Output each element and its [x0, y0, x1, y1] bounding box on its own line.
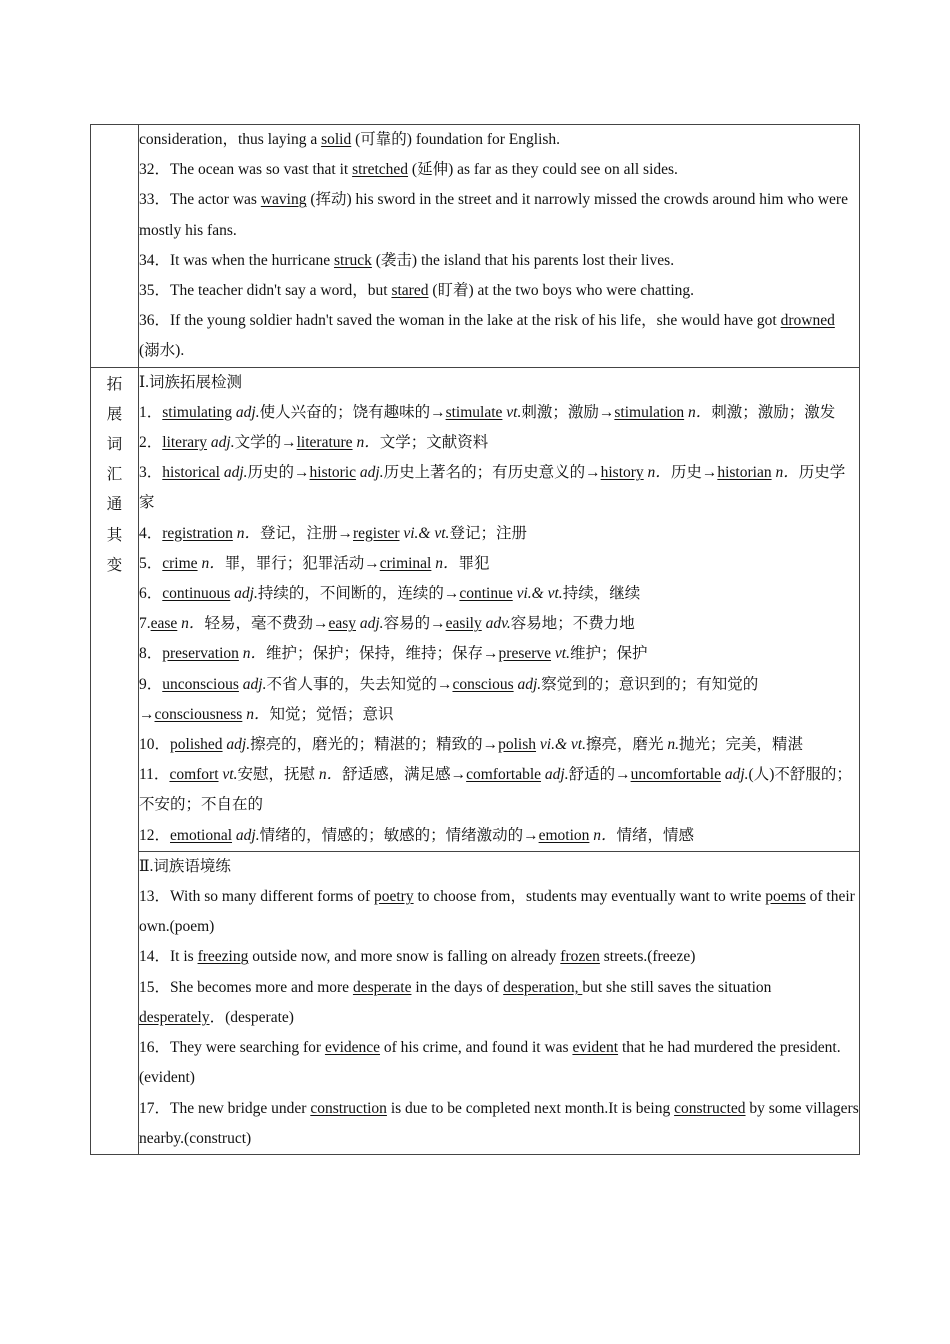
side-label-cell: [91, 367, 139, 1154]
answer-word: easily: [445, 615, 482, 633]
table-row-part2: [91, 851, 860, 1154]
answer-word: preservation: [162, 645, 239, 663]
text: that he had murdered the president.(evident): [139, 1039, 841, 1087]
part-of-speech: adj.: [356, 464, 384, 482]
text: (挥动) his sword in the street and it narrowly missed the crowds around him who were mostly his fans.: [139, 191, 848, 239]
answer-word: ease: [150, 615, 178, 633]
text: 历史→: [670, 464, 718, 482]
side-label-char: 展: [106, 405, 123, 423]
text: in the days of: [411, 978, 504, 996]
answer-word: drowned: [780, 312, 835, 330]
text: 36．If the young soldier hadn't saved the woman in the lake at the risk of his life，she would have got: [139, 312, 781, 330]
text: 7.: [139, 615, 151, 633]
list-item: [139, 760, 859, 820]
part-of-speech: vt.: [502, 403, 522, 421]
text: 情绪，情感: [616, 826, 695, 844]
text: 持续，继续: [562, 585, 641, 603]
answer-word: literature: [296, 434, 353, 452]
part-of-speech: n．: [589, 826, 617, 844]
text: 舒适感，满足感→: [342, 766, 467, 784]
answer-word: stretched: [352, 161, 409, 179]
side-label-char: 词: [106, 436, 123, 454]
answer-word: continuous: [162, 585, 231, 603]
list-item: [139, 155, 859, 185]
answer-word: construction: [310, 1099, 387, 1117]
part-of-speech: n．: [318, 766, 343, 784]
text: 刺激；激励；激发: [711, 403, 836, 421]
list-item: [139, 639, 859, 669]
part-of-speech: n．: [352, 434, 380, 452]
list-item: [139, 882, 859, 942]
list-item: [139, 549, 859, 579]
list-item: [139, 579, 859, 609]
answer-word: comfortable: [466, 766, 542, 784]
part-of-speech: vi.& vt.: [536, 736, 586, 754]
text: of their own.(poem): [139, 888, 855, 936]
answer-word: stimulate: [445, 403, 503, 421]
list-item: [139, 276, 859, 306]
text: 34．It was when the hurricane: [139, 251, 334, 269]
text: 维护；保护；保持，维持；保存→: [266, 645, 499, 663]
text: to choose from，students may eventually want to write: [413, 888, 766, 906]
side-cell-empty: [91, 125, 139, 368]
part-of-speech: vi.& vt.: [399, 524, 450, 542]
text: 擦亮的，磨光的；精湛的；精致的→: [250, 736, 499, 754]
side-label-char: 变: [106, 556, 123, 574]
part-of-speech: n．: [771, 464, 799, 482]
text: but she still saves the situation: [582, 978, 772, 996]
list-item: [139, 670, 859, 730]
answer-word: desperate: [352, 978, 412, 996]
answer-word: evident: [572, 1039, 619, 1057]
answer-word: stared: [391, 282, 429, 300]
answer-word: emotion: [538, 826, 590, 844]
text: 文学；文献资料: [379, 434, 489, 452]
list-item: [139, 730, 859, 760]
text: 3．: [139, 464, 163, 482]
answer-word: emotional: [170, 826, 233, 844]
part-of-speech: n．: [197, 554, 225, 572]
part-of-speech: n．: [684, 403, 712, 421]
text: 知觉；觉悟；意识: [269, 705, 394, 723]
part-of-speech: n．: [232, 524, 260, 542]
text: 17．The new bridge under: [139, 1099, 311, 1117]
list-item: [139, 609, 859, 639]
text: 持续的，不间断的，连续的→: [257, 585, 460, 603]
section-heading: Ⅱ.词族语境练: [139, 857, 231, 875]
answer-word: struck: [333, 251, 372, 269]
side-label-char: 拓: [106, 375, 123, 393]
answer-word: solid: [321, 131, 352, 148]
vocabulary-table: [90, 124, 860, 1155]
list-item: [139, 458, 859, 518]
text: 14．It is: [139, 948, 198, 966]
part-of-speech: n．: [177, 615, 205, 633]
text: 使人兴奋的；饶有趣味的→: [259, 403, 446, 421]
answer-word: poems: [765, 888, 806, 906]
answer-word: stimulating: [162, 403, 233, 421]
part-of-speech: vt.: [551, 645, 570, 663]
text: (延伸) as far as they could see on all sides.: [408, 161, 678, 179]
list-item: [139, 398, 859, 428]
text: 舒适的→: [568, 766, 631, 784]
text: outside now, and more snow is falling on already: [248, 948, 561, 966]
part-of-speech: n．: [431, 554, 459, 572]
answer-word: constructed: [674, 1099, 746, 1117]
part-of-speech: adj.: [541, 766, 569, 784]
part-of-speech: vi.& vt.: [512, 585, 563, 603]
text: 9．: [139, 675, 163, 693]
text: 12．: [139, 826, 171, 844]
text: 安慰，抚慰: [237, 766, 319, 784]
text: 历史的→: [247, 464, 310, 482]
text: 13．With so many different forms of: [139, 888, 374, 906]
text: 15．She becomes more and more: [139, 978, 353, 996]
part-of-speech: adj.: [222, 736, 251, 754]
text: (盯着) at the two boys who were chatting.: [428, 282, 695, 300]
section-heading: Ⅰ.词族拓展检测: [139, 373, 242, 391]
answer-word: comfort: [169, 766, 219, 784]
answer-word: polished: [170, 736, 223, 754]
text: 4．: [139, 524, 163, 542]
text: 罪犯: [458, 554, 490, 572]
answer-word: crime: [162, 554, 198, 572]
text: 6．: [139, 585, 163, 603]
text: 16．They were searching for: [139, 1039, 325, 1057]
text: 33．The actor was: [139, 191, 261, 209]
table-row-part1: [91, 367, 860, 851]
list-item: [139, 125, 859, 155]
table-row-top: [91, 125, 860, 368]
text: streets.(freeze): [599, 948, 696, 966]
answer-word: poetry: [374, 888, 414, 906]
side-label-char: 通: [106, 496, 123, 514]
answer-word: desperation,: [503, 978, 583, 996]
part-of-speech: adj.: [513, 675, 542, 693]
answer-word: preserve: [498, 645, 552, 663]
answer-word: conscious: [452, 675, 514, 693]
text: 历史上著名的；有历史意义的→: [383, 464, 601, 482]
text: 1．: [139, 403, 163, 421]
text: consideration，thus laying a: [139, 131, 322, 148]
text: is due to be completed next month.It is being: [386, 1099, 675, 1117]
text: 容易的→: [383, 615, 446, 633]
text: 32．The ocean was so vast that it: [139, 161, 353, 179]
part-of-speech: adj.: [232, 826, 260, 844]
text: 不省人事的，失去知觉的→: [266, 675, 453, 693]
answer-word: registration: [162, 524, 233, 542]
answer-word: waving: [260, 191, 307, 209]
part-of-speech: adj.: [230, 585, 258, 603]
part2-context-practice: [139, 851, 860, 1154]
part-of-speech: adj.: [356, 615, 384, 633]
list-item: [139, 1094, 859, 1154]
text: 8．: [139, 645, 163, 663]
text: (可靠的) foundation for English.: [351, 131, 561, 148]
list-item: [139, 306, 859, 366]
part-of-speech: adj.: [720, 766, 749, 784]
text: 抛光；完美，精湛: [678, 736, 803, 754]
answer-word: history: [600, 464, 644, 482]
side-label-char: 其: [106, 526, 123, 544]
answer-word: historian: [717, 464, 772, 482]
text: 情绪的，情感的；敏感的；情绪激动的→: [259, 826, 539, 844]
answer-word: evidence: [324, 1039, 381, 1057]
part-of-speech: adj.: [232, 403, 260, 421]
text: 35．The teacher didn't say a word，but: [139, 282, 392, 300]
side-label: [91, 368, 138, 581]
answer-word: unconscious: [162, 675, 239, 693]
text: 容易地；不费力地: [510, 615, 635, 633]
text: 历史学家: [139, 464, 846, 512]
answer-word: frozen: [560, 948, 600, 966]
text: 轻易，毫不费劲→: [204, 615, 329, 633]
text: 文学的→: [234, 434, 297, 452]
answer-word: historic: [309, 464, 357, 482]
text: 登记，注册→: [260, 524, 354, 542]
answer-word: register: [353, 524, 400, 542]
part-of-speech: n．: [238, 645, 267, 663]
answer-word: historical: [162, 464, 220, 482]
text: (溺水).: [139, 342, 185, 360]
part-of-speech: n.: [663, 736, 679, 754]
list-item: [139, 185, 859, 245]
part1-word-family: [139, 367, 860, 851]
list-item: [139, 519, 859, 549]
text: 10．: [139, 736, 171, 754]
text: 11．: [139, 766, 170, 784]
text: (人)不舒服的；不安的；不自在的: [139, 766, 852, 814]
answer-word: literary: [162, 434, 208, 452]
list-item: [139, 1033, 859, 1093]
sentences-31-36: [139, 125, 860, 368]
text: of his crime, and found it was: [380, 1039, 573, 1057]
answer-word: continue: [459, 585, 513, 603]
text: 登记；注册: [449, 524, 527, 542]
part-of-speech: adj.: [207, 434, 235, 452]
text: by some villagers nearby.(construct): [139, 1099, 859, 1147]
part-of-speech: vt.: [218, 766, 238, 784]
text: 擦亮，磨光: [585, 736, 664, 754]
part-of-speech: adv.: [481, 615, 511, 633]
list-item: [139, 428, 859, 458]
answer-word: criminal: [379, 554, 432, 572]
part-of-speech: adj.: [219, 464, 248, 482]
answer-word: desperately: [139, 1008, 210, 1026]
answer-word: stimulation: [614, 403, 685, 421]
text: 2．: [139, 434, 163, 452]
part-of-speech: adj.: [238, 675, 267, 693]
text: 维护；保护: [569, 645, 648, 663]
text: 5．: [139, 554, 163, 572]
answer-word: uncomfortable: [630, 766, 721, 784]
list-item: [139, 942, 859, 972]
list-item: [139, 246, 859, 276]
text: 罪，罪行；犯罪活动→: [224, 554, 380, 572]
answer-word: easy: [328, 615, 356, 633]
answer-word: freezing: [197, 948, 249, 966]
text: (袭击) the island that his parents lost their lives.: [371, 251, 675, 269]
text: 察觉到的；意识到的；有知觉的→: [139, 675, 759, 723]
part-of-speech: n．: [242, 705, 270, 723]
side-label-char: 汇: [106, 466, 123, 484]
answer-word: consciousness: [154, 705, 243, 723]
part-of-speech: n．: [643, 464, 671, 482]
text: 刺激；激励→: [521, 403, 615, 421]
text: ．(desperate): [209, 1008, 294, 1026]
list-item: [139, 821, 859, 851]
list-item: [139, 973, 859, 1033]
answer-word: polish: [498, 736, 537, 754]
